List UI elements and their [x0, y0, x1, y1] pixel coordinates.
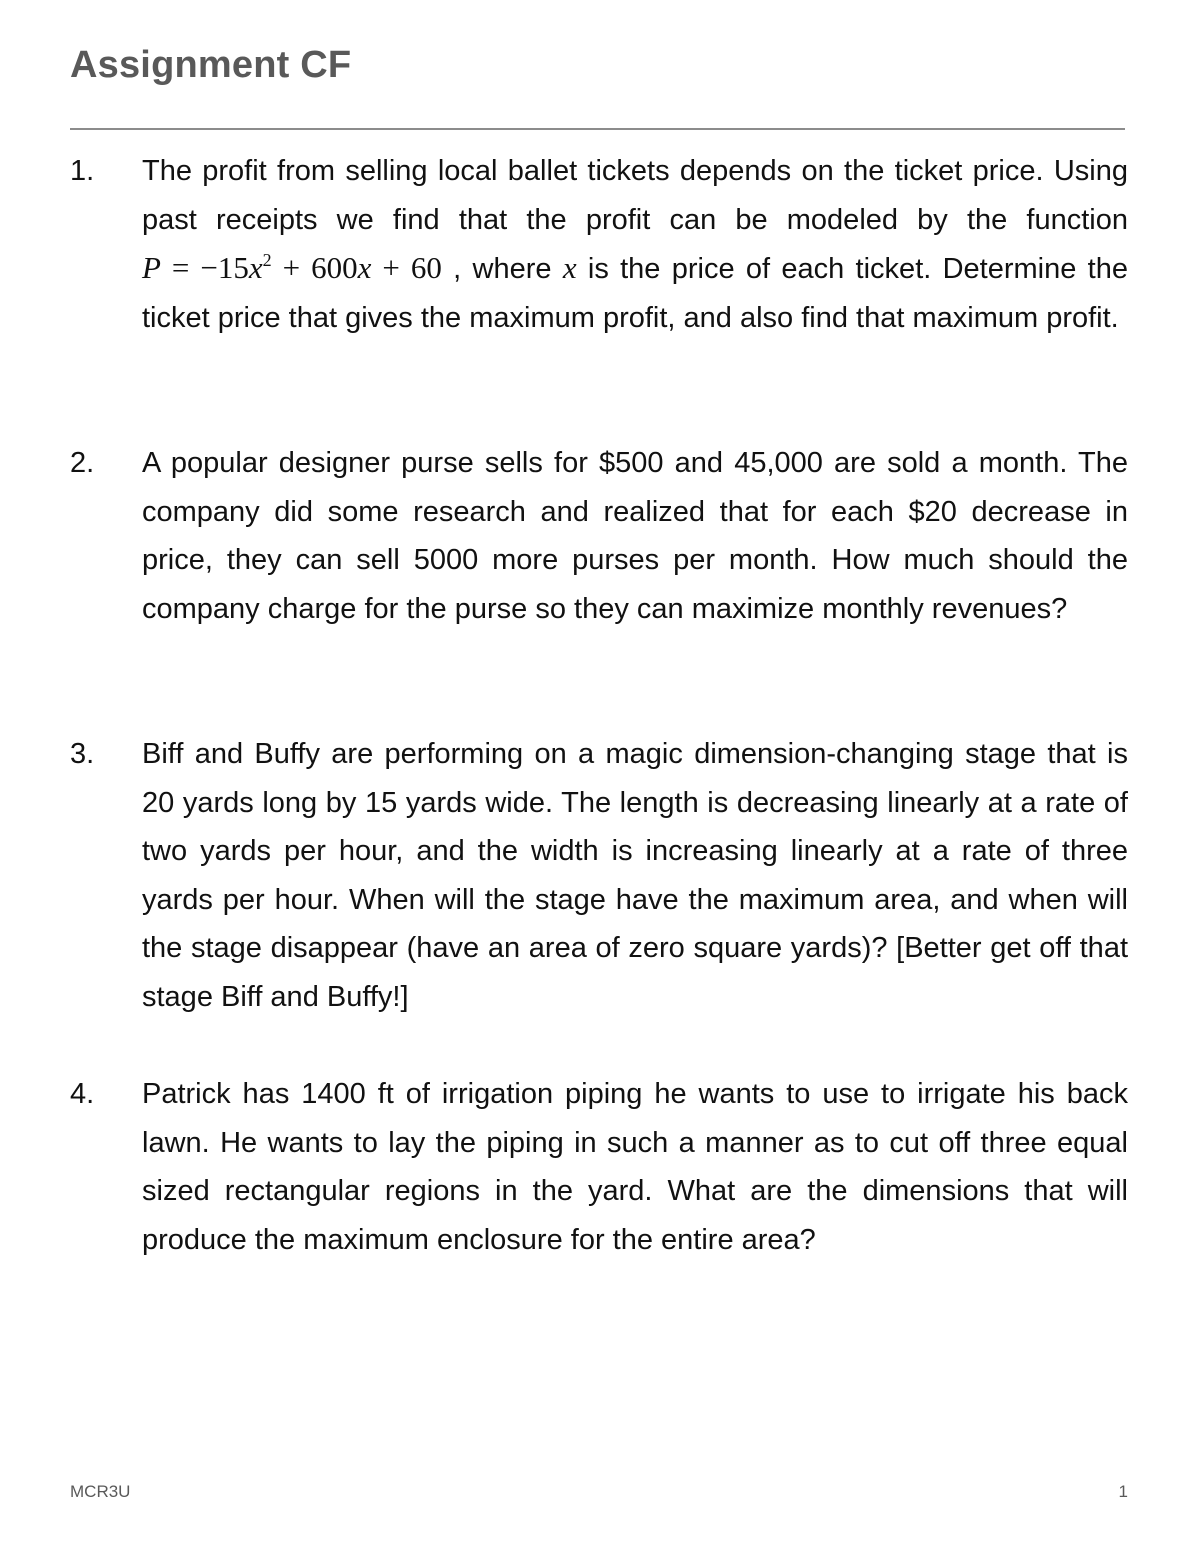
- page-title: Assignment CF: [70, 44, 352, 86]
- problem-text-after: is the price of each ticket. Determine the ticket price that gives the maximum profit, and also find that maximum profit.: [142, 253, 1128, 334]
- problem-text: Patrick has 1400 ft of irrigation piping he wants to use to irrigate his back lawn. He wants to lay the piping in such a manner as to cut off three equal sized rectangular regions in the yard. What are the dimensions that will produce the maximum enclosure for the entire area?: [142, 1078, 1128, 1256]
- footer-course-code: MCR3U: [70, 1482, 131, 1501]
- problem-number: 4.: [70, 1078, 95, 1110]
- problem-text-before: The profit from selling local ballet tickets depends on the ticket price. Using past receipts we find that the profit can be modeled by the function: [142, 155, 1128, 236]
- math-variable-p: P: [142, 250, 161, 285]
- problem-text-middle: , where: [441, 253, 563, 285]
- problem-text: [142, 147, 1128, 342]
- math-variable-x: x: [248, 250, 263, 285]
- math-inline-variable: [563, 250, 577, 285]
- math-middle-term: + 600: [271, 250, 358, 285]
- problem-number: 3.: [70, 738, 95, 770]
- problem-text: Biff and Buffy are performing on a magic dimension-changing stage that is 20 yards long by 15 yards wide. The length is decreasing linearly at a rate of two yards per hour, and the width is increasing linearly at a rate of three yards per hour. When will the stage have the maximum area, and when will the stage disappear (have an area of zero square yards)? [Better get off that stage Biff and Buffy!]: [142, 738, 1128, 1013]
- title-divider: [70, 128, 1125, 130]
- math-constant-term: + 60: [371, 250, 442, 285]
- problem-number: 1.: [70, 155, 95, 187]
- math-exponent: 2: [262, 250, 272, 270]
- problem-text: A popular designer purse sells for $500 and 45,000 are sold a month. The company did some research and realized that for each $20 decrease in price, they can sell 5000 more purses per month. How much should the company charge for the purse so they can maximize monthly revenues?: [142, 447, 1128, 625]
- problem-number: 2.: [70, 447, 95, 479]
- footer-page-number: 1: [1118, 1482, 1128, 1501]
- math-variable-x: x: [357, 250, 372, 285]
- math-coefficient: = −15: [160, 250, 249, 285]
- profit-function-equation: [142, 250, 442, 285]
- math-variable-x: x: [562, 250, 577, 285]
